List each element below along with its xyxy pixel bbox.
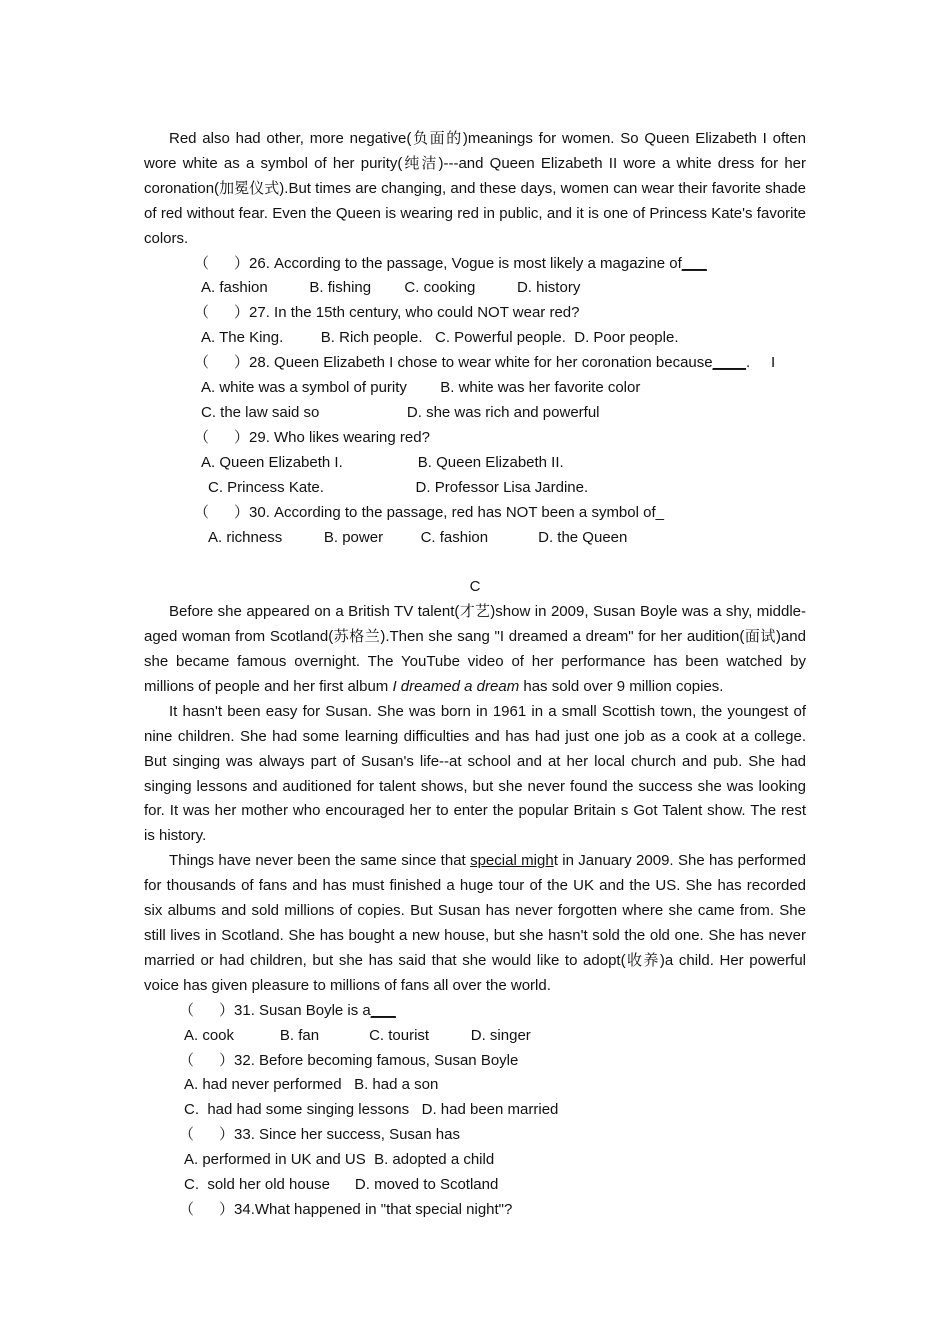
options-31: A. cook B. fan C. tourist D. singer	[184, 1026, 531, 1044]
passage-c-paragraph-3: Things have never been the same since that special might in January 2009. She has performed for thousands of fans and has must finished a huge tour of the UK and the US. She has recorded six albums and sold millions of copies. But Susan has never forgotten where she came from. She still lives in Scotland. She has bought a new house, but she hasn't sold the old one. She has never married or had children, but she has said that she would like to adopt(收养)a child. Her powerful voice has given pleasure to millions of fans all over the world.	[144, 852, 806, 994]
options-33-cd: C. sold her old house D. moved to Scotland	[184, 1176, 499, 1194]
passage-c-paragraph-2: It hasn't been easy for Susan. She was born in 1961 in a small Scottish town, the youngest of nine children. She had some learning difficulties and has had just one job as a cook at a college. But singing was always part of Susan's life--at school and at her local church and pub. She had singing lessons and auditioned for talent shows, but she never found the success she was looking for. It was her mother who encouraged her to enter the popular Britain s Got Talent show. The rest is history.	[144, 702, 806, 845]
question-29: （ ）29. Who likes wearing red?	[194, 428, 430, 446]
page-content	[144, 127, 806, 1223]
section-heading: C	[469, 578, 481, 596]
question-26: （ ）26. According to the passage, Vogue is most likely a magazine of___	[194, 254, 707, 272]
options-33-ab: A. performed in UK and US B. adopted a child	[184, 1151, 495, 1169]
spacer	[144, 550, 806, 575]
album-title: I dreamed a dream	[392, 677, 520, 695]
options-32-cd: C. had had some singing lessons D. had been married	[184, 1101, 559, 1119]
passage-b-paragraph: Red also had other, more negative(负面的)meanings for women. So Queen Elizabeth I often wore white as a symbol of her purity(纯洁)---and Queen Elizabeth II wore a white dress for her coronation(加冕仪式).But times are changing, and these days, women can wear their favorite shade of red without fear. Even the Queen is wearing red in public, and it is one of Princess Kate's favorite colors.	[144, 130, 806, 247]
options-28-cd: C. the law said so D. she was rich and powerful	[201, 403, 600, 421]
options-26: A. fashion B. fishing C. cooking D. history	[201, 279, 581, 297]
options-32-ab: A. had never performed B. had a son	[184, 1076, 439, 1094]
options-29-ab: A. Queen Elizabeth I. B. Queen Elizabeth II.	[201, 453, 564, 471]
question-27: （ ）27. In the 15th century, who could NOT wear red?	[194, 304, 580, 322]
question-33: （ ）33. Since her success, Susan has	[179, 1126, 460, 1144]
underlined-phrase: special migh	[470, 852, 554, 870]
passage-c-paragraph-1: Before she appeared on a British TV talent(才艺)show in 2009, Susan Boyle was a shy, middle-aged woman from Scotland(苏格兰).Then she sang "I dreamed a dream" for her audition(面试)and she became famous overnight. The YouTube video of her performance has been watched by millions of people and her first album I dreamed a dream has sold over 9 million copies.	[144, 603, 806, 695]
question-34: （ ）34.What happened in "that special night"?	[179, 1200, 513, 1218]
options-30: A. richness B. power C. fashion D. the Queen	[208, 528, 628, 546]
question-32: （ ）32. Before becoming famous, Susan Boyle	[179, 1051, 519, 1069]
options-28-ab: A. white was a symbol of purity B. white was her favorite color	[201, 379, 641, 397]
question-31: （ ）31. Susan Boyle is a___	[179, 1001, 396, 1019]
options-27: A. The King. B. Rich people. C. Powerful people. D. Poor people.	[201, 329, 679, 347]
question-28: （ ）28. Queen Elizabeth I chose to wear white for her coronation because____. I	[194, 354, 776, 372]
question-30: （ ）30. According to the passage, red has NOT been a symbol of_	[194, 503, 664, 521]
options-29-cd: C. Princess Kate. D. Professor Lisa Jardine.	[208, 478, 589, 496]
